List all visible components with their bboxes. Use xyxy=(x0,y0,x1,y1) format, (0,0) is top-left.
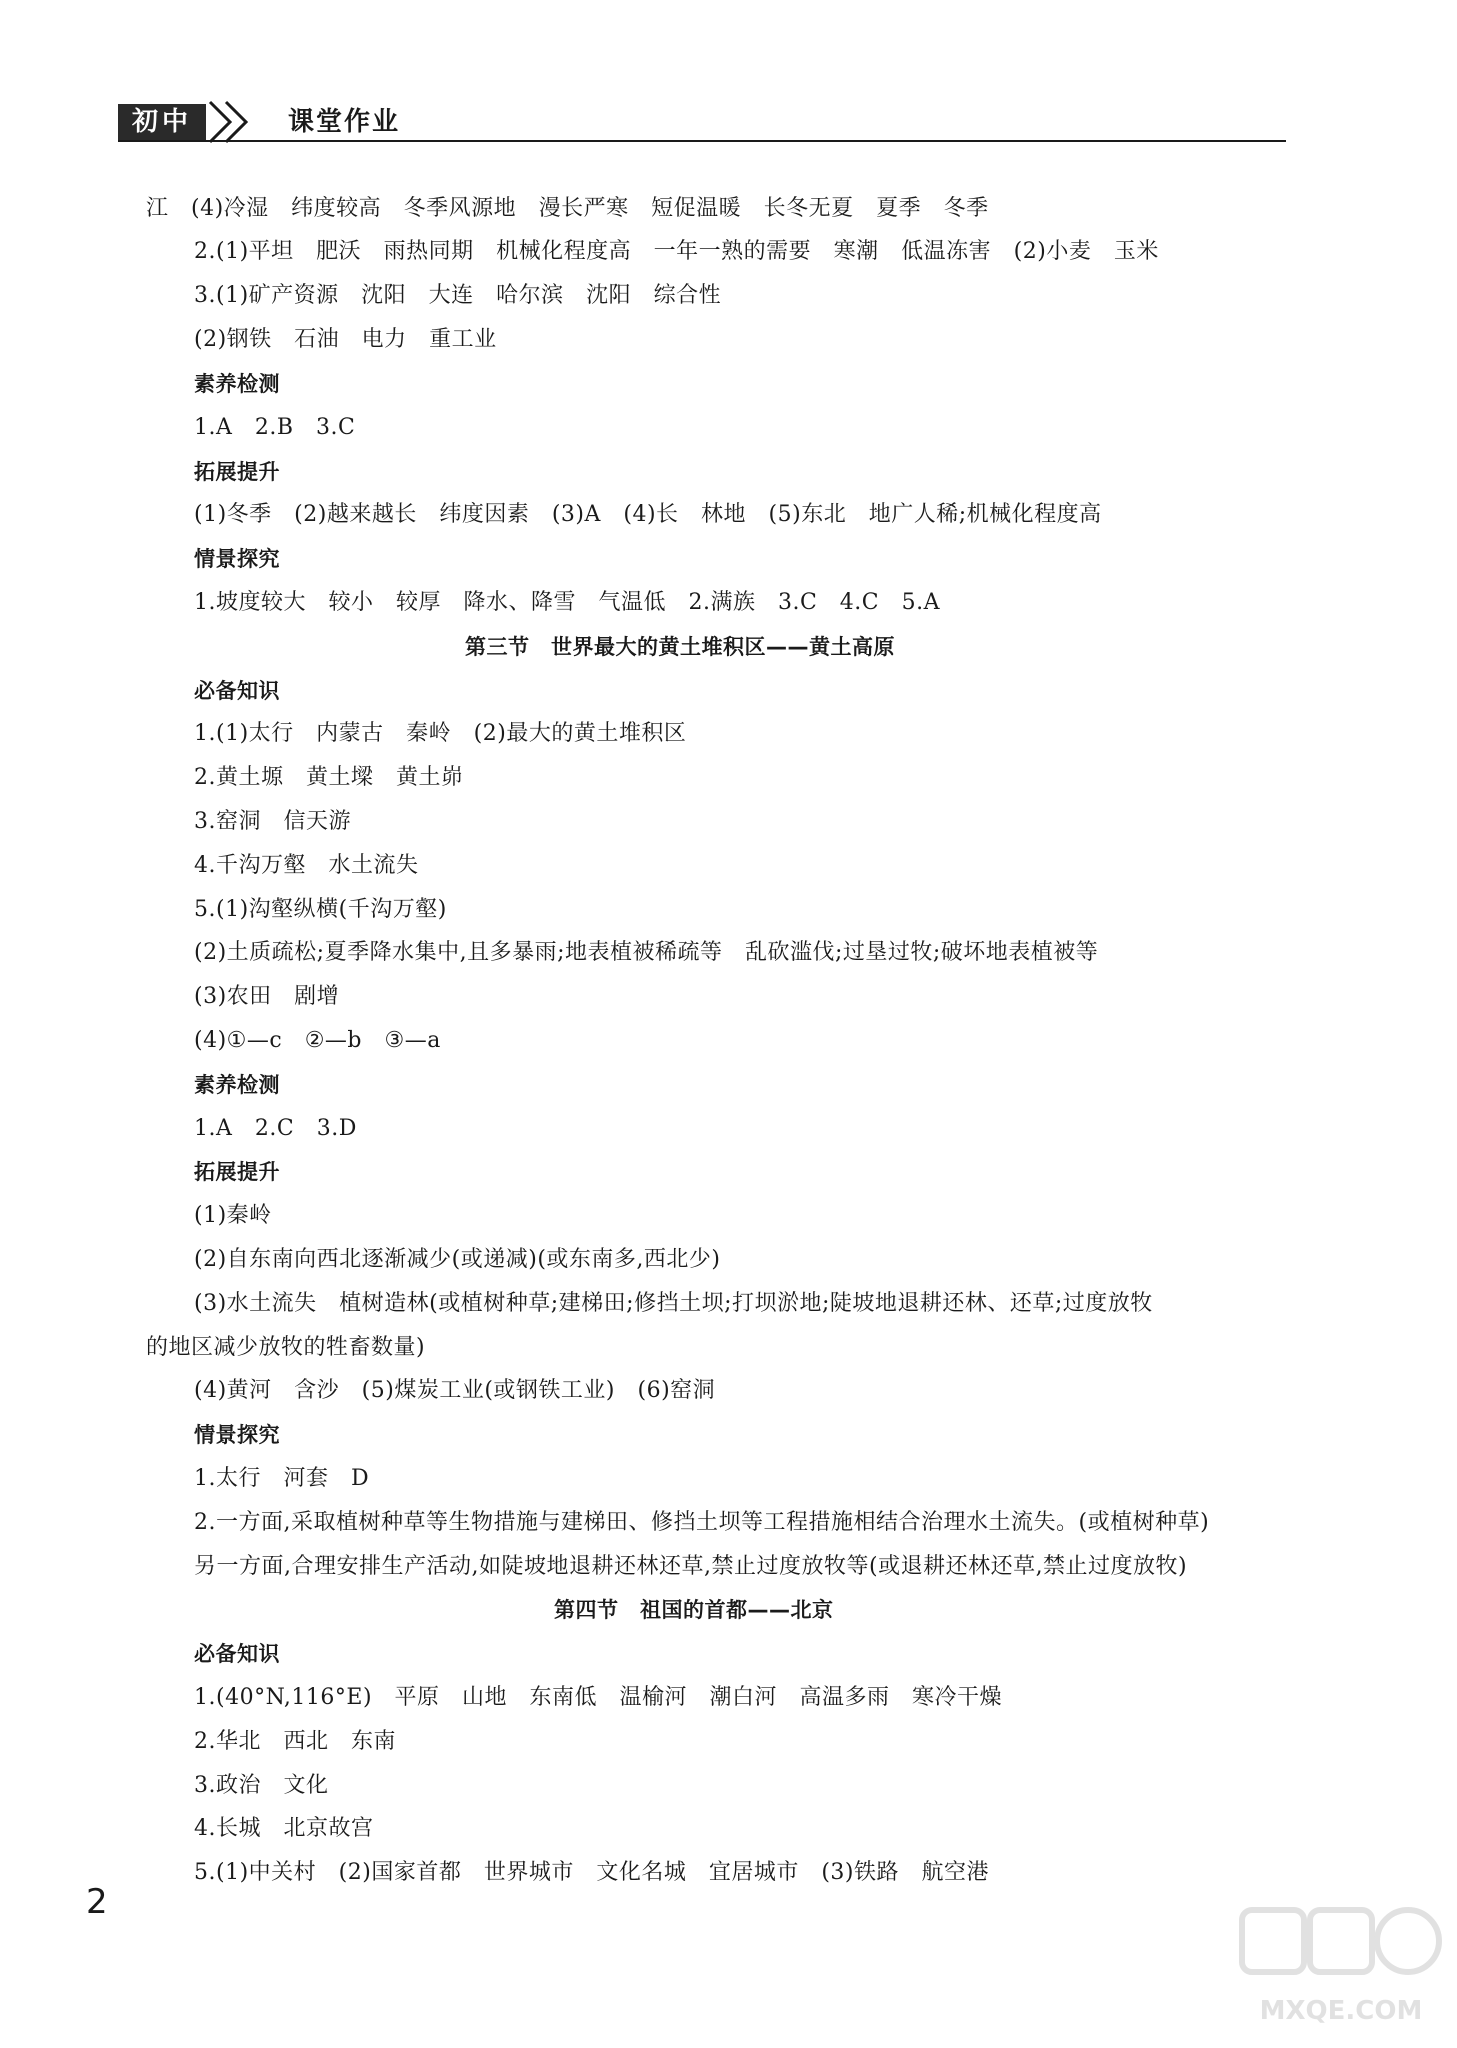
answer-line: 2.(1)平坦 肥沃 雨热同期 机械化程度高 一年一熟的需要 寒潮 低温冻害 (2)小麦 玉米 xyxy=(194,239,1159,264)
section-heading: 必备知识 xyxy=(194,679,280,703)
answer-line: 5.(1)中关村 (2)国家首都 世界城市 文化名城 宜居城市 (3)铁路 航空港 xyxy=(194,1860,989,1885)
answer-line: 1.(1)太行 内蒙古 秦岭 (2)最大的黄土堆积区 xyxy=(194,721,687,746)
section-heading: 拓展提升 xyxy=(194,460,280,484)
answer-line: 2.华北 西北 东南 xyxy=(194,1729,396,1754)
answer-line: (2)土质疏松;夏季降水集中,且多暴雨;地表植被稀疏等 乱砍滥伐;过垦过牧;破坏地表植被等 xyxy=(194,940,1099,965)
section-heading: 拓展提升 xyxy=(194,1160,280,1184)
answer-line: 3.政治 文化 xyxy=(194,1773,329,1798)
section-heading: 情景探究 xyxy=(194,547,280,571)
answer-line: 2.一方面,采取植树种草等生物措施与建梯田、修挡土坝等工程措施相结合治理水土流失。(或植树种草) xyxy=(194,1510,1210,1535)
answer-line: (2)自东南向西北逐渐减少(或递减)(或东南多,西北少) xyxy=(194,1247,721,1272)
answer-line: (4)①—c ②—b ③—a xyxy=(194,1028,441,1053)
page-header xyxy=(118,100,1286,144)
answer-line: (1)秦岭 xyxy=(194,1203,272,1228)
answer-line: (3)水土流失 植树造林(或植树种草;建梯田;修挡土坝;打坝淤地;陡坡地退耕还林、还草;过度放牧 xyxy=(194,1291,1153,1316)
section-heading: 必备知识 xyxy=(194,1642,280,1666)
answer-line: (2)钢铁 石油 电力 重工业 xyxy=(194,327,497,352)
section-heading: 情景探究 xyxy=(194,1423,280,1447)
answer-line: (3)农田 剧增 xyxy=(194,984,340,1009)
chapter-heading: 第三节 世界最大的黄土堆积区——黄土高原 xyxy=(465,635,895,659)
answer-line: 4.千沟万壑 水土流失 xyxy=(194,853,419,878)
answer-line: 1.坡度较大 较小 较厚 降水、降雪 气温低 2.满族 3.C 4.C 5.A xyxy=(194,590,941,615)
watermark-logo-icon xyxy=(1236,1900,1446,1996)
answer-line: 1.A 2.B 3.C xyxy=(194,415,356,440)
site-watermark xyxy=(1236,1900,1446,2040)
answer-line: 1.A 2.C 3.D xyxy=(194,1116,357,1141)
answer-line: (1)冬季 (2)越来越长 纬度因素 (3)A (4)长 林地 (5)东北 地广人稀;机械化程度高 xyxy=(194,502,1102,527)
answer-line: 3.(1)矿产资源 沈阳 大连 哈尔滨 沈阳 综合性 xyxy=(194,283,722,308)
page-number: 2 xyxy=(86,1882,108,1922)
grade-tag: 初中 xyxy=(118,104,206,140)
section-heading: 素养检测 xyxy=(194,1073,280,1097)
double-chevron-icon xyxy=(206,100,286,144)
answer-line: 5.(1)沟壑纵横(千沟万壑) xyxy=(194,897,447,922)
header-rule xyxy=(118,140,1286,142)
chapter-heading: 第四节 祖国的首都——北京 xyxy=(554,1598,834,1622)
book-title: 课堂作业 xyxy=(288,107,401,137)
answer-line: 4.长城 北京故宫 xyxy=(194,1816,374,1841)
answer-line: 3.窑洞 信天游 xyxy=(194,809,351,834)
answer-line: 的地区减少放牧的牲畜数量) xyxy=(146,1335,426,1360)
answer-line: 1.太行 河套 D xyxy=(194,1466,370,1491)
answer-line: (4)黄河 含沙 (5)煤炭工业(或钢铁工业) (6)窑洞 xyxy=(194,1378,716,1403)
watermark-text: MXQE.COM xyxy=(1259,1996,1423,2026)
section-heading: 素养检测 xyxy=(194,372,280,396)
answer-line: 江 (4)冷湿 纬度较高 冬季风源地 漫长严寒 短促温暖 长冬无夏 夏季 冬季 xyxy=(146,196,989,221)
answer-line: 2.黄土塬 黄土墚 黄土峁 xyxy=(194,765,464,790)
answer-line: 1.(40°N,116°E) 平原 山地 东南低 温榆河 潮白河 高温多雨 寒冷干燥 xyxy=(194,1685,1003,1710)
answer-line: 另一方面,合理安排生产活动,如陡坡地退耕还林还草,禁止过度放牧等(或退耕还林还草,禁止过度放牧) xyxy=(194,1554,1188,1579)
